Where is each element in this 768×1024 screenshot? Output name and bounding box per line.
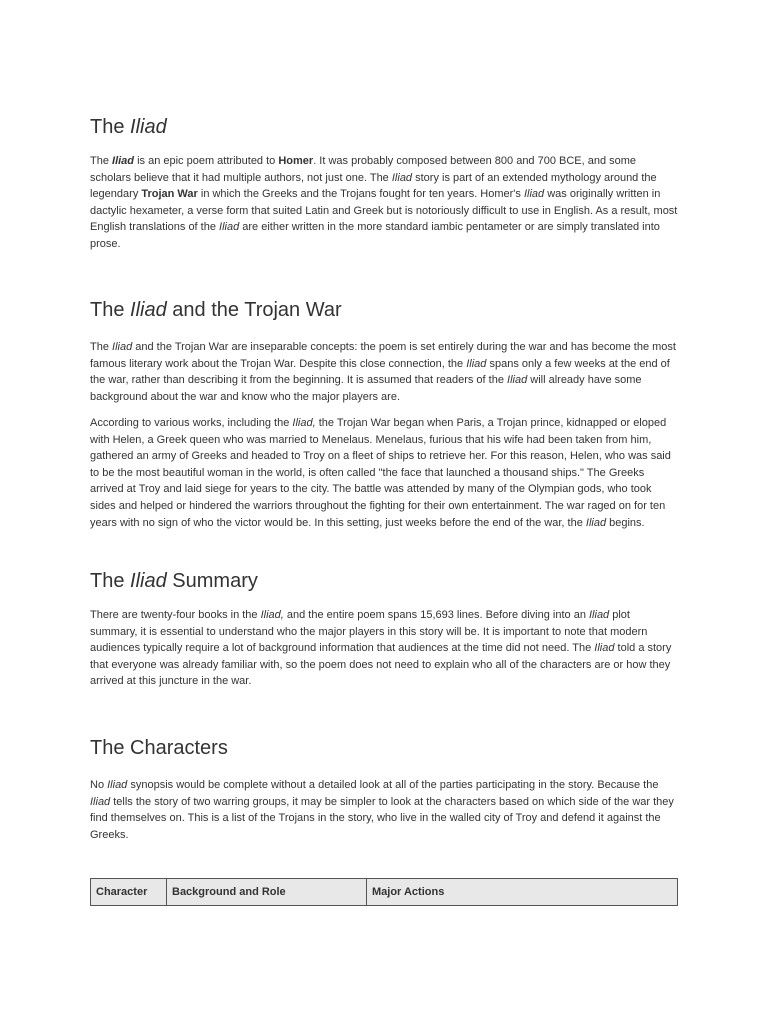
paragraph-intro: The Iliad is an epic poem attributed to Homer. It was probably composed between 800 and 700 BCE, and some scholars believe that it had multiple authors, not just one. The Iliad story is part of an extended mythology around the legendary Trojan War in which the Greeks and the Trojans fought for ten years. Homer's Iliad was originally written in dactylic hexameter, a verse form that suited Latin and Greek but is notoriously difficult to use in English. As a result, most English translations of the Iliad are either written in the more standard iambic pentameter or are simply translated into prose. <box>90 155 678 250</box>
heading-the-iliad: The Iliad <box>90 116 167 138</box>
table-header-row <box>91 879 678 906</box>
column-header-background-role: Background and Role <box>167 879 367 906</box>
paragraph-trojan-war-1: The Iliad and the Trojan War are inseparable concepts: the poem is set entirely during the war and has become the most famous literary work about the Trojan War. Despite this close connection, the Iliad spans only a few weeks at the end of the war, rather than describing it from the beginning. It is assumed that readers of the Iliad will already have some background about the war and know who the major players are. <box>90 341 676 403</box>
heading-iliad-summary: The Iliad Summary <box>90 570 258 592</box>
column-header-major-actions: Major Actions <box>367 879 678 906</box>
paragraph-trojan-war-2: According to various works, including the Iliad, the Trojan War began when Paris, a Trojan prince, kidnapped or eloped with Helen, a Greek queen who was married to Menelaus. Menelaus, furious that his wife had been taken from him, gathered an army of Greeks and headed to Troy on a fleet of ships to retrieve her. For this reason, Helen, who was said to be the most beautiful woman in the world, is often called "the face that launched a thousand ships." The Greeks arrived at Troy and laid siege for years to the city. The battle was attended by many of the Olympian gods, who took sides and helped or hindered the warriors throughout the fighting for their own entertainment. The war raged on for ten years with no sign of who the victor would be. In this setting, just weeks before the end of the war, the Iliad begins. <box>90 417 671 529</box>
paragraph-characters: No Iliad synopsis would be complete without a detailed look at all of the parties participating in the story. Because the Iliad tells the story of two warring groups, it may be simpler to look at the characters based on which side of the war they find themselves on. This is a list of the Trojans in the story, who live in the walled city of Troy and defend it against the Greeks. <box>90 779 674 841</box>
heading-iliad-trojan-war: The Iliad and the Trojan War <box>90 299 342 321</box>
characters-table <box>90 878 678 906</box>
column-header-character: Character <box>91 879 167 906</box>
paragraph-summary: There are twenty-four books in the Iliad, and the entire poem spans 15,693 lines. Before diving into an Iliad plot summary, it is essential to understand who the major players in this story will be. It is important to note that modern audiences typically require a lot of background information that audiences at the time did not need. The Iliad told a story that everyone was already familiar with, so the poem does not need to explain who all of the characters are or how they arrived at this juncture in the war. <box>90 609 672 688</box>
heading-the-characters: The Characters <box>90 737 228 759</box>
